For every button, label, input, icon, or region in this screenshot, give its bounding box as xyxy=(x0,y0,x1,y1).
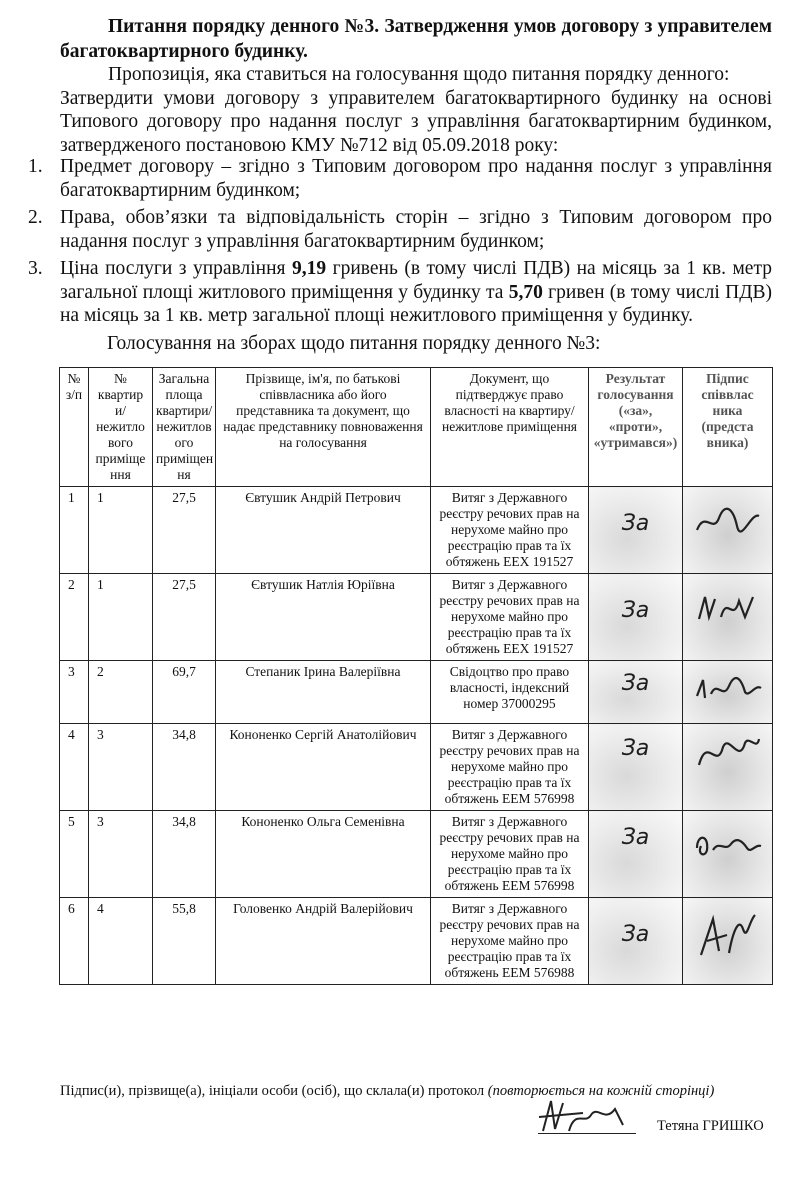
cell-number: 2 xyxy=(60,574,89,661)
col-header-number: № з/п xyxy=(60,368,89,487)
signature-mark xyxy=(693,824,763,864)
list-item xyxy=(28,155,772,202)
proposal-intro: Пропозиція, яка ставиться на голосування щодо питання порядку денного: xyxy=(108,64,730,85)
cell-apartment: 1 xyxy=(89,574,153,661)
vote-handwritten: За xyxy=(621,511,650,536)
proposal-text: Затвердити умови договору з управителем багатоквартирного будинку на основі Типового договору про надання послуг з управління багатоквартирним будинком, затвердженого постановою КМУ №712 від 05.09.2018 року: xyxy=(60,87,772,156)
cell-vote xyxy=(589,487,683,574)
cell-signature xyxy=(683,898,773,985)
cell-area: 55,8 xyxy=(153,898,216,985)
price-nonresidential: 5,70 xyxy=(508,281,543,303)
cell-vote xyxy=(589,574,683,661)
signature-line xyxy=(538,1133,636,1134)
cell-apartment: 4 xyxy=(89,898,153,985)
agenda-item-heading: Питання порядку денного №3. Затвердження умов договору з управителем багатоквартирного будинку. xyxy=(60,16,772,62)
signer-name: Тетяна ГРИШКО xyxy=(657,1118,764,1134)
cell-signature xyxy=(683,811,773,898)
table-row xyxy=(60,811,773,898)
cell-owner: Кононенко Сергій Анатолійович xyxy=(216,724,431,811)
cell-document: Свідоцтво про право власності, індексний номер 37000295 xyxy=(431,661,589,724)
table-header-row xyxy=(60,368,773,487)
signature-mark xyxy=(693,587,763,627)
cell-apartment: 2 xyxy=(89,661,153,724)
list-item-number: 3. xyxy=(28,258,43,279)
cell-area: 34,8 xyxy=(153,811,216,898)
list-item xyxy=(28,257,772,328)
col-header-apartment: № квартир и/ нежитло вого приміще ння xyxy=(89,368,153,487)
cell-number: 1 xyxy=(60,487,89,574)
cell-number: 6 xyxy=(60,898,89,985)
cell-number: 5 xyxy=(60,811,89,898)
cell-area: 34,8 xyxy=(153,724,216,811)
cell-apartment: 1 xyxy=(89,487,153,574)
cell-vote xyxy=(589,661,683,724)
cell-owner: Євтушик Натлія Юріївна xyxy=(216,574,431,661)
table-row xyxy=(60,724,773,811)
cell-document: Витяг з Державного реєстру речових прав на нерухоме майно про реєстрацію прав та їх обтяжень ЕЕМ 576998 xyxy=(431,811,589,898)
cell-signature xyxy=(683,724,773,811)
cell-document: Витяг з Державного реєстру речових прав на нерухоме майно про реєстрацію прав та їх обтяжень ЕЕМ 576998 xyxy=(431,724,589,811)
cell-owner: Головенко Андрій Валерійович xyxy=(216,898,431,985)
table-row xyxy=(60,661,773,724)
signature-mark xyxy=(693,668,763,708)
cell-signature xyxy=(683,574,773,661)
vote-handwritten: За xyxy=(621,598,650,623)
cell-document: Витяг з Державного реєстру речових прав на нерухоме майно про реєстрацію прав та їх обтяжень ЕЕХ 191527 xyxy=(431,487,589,574)
cell-vote xyxy=(589,811,683,898)
cell-area: 27,5 xyxy=(153,487,216,574)
cell-vote xyxy=(589,724,683,811)
col-header-vote: Результат голосування («за», «проти», «утримався») xyxy=(589,368,683,487)
voting-table xyxy=(59,367,773,985)
list-item-text xyxy=(60,258,772,326)
proposal-block xyxy=(60,63,772,157)
cell-number: 4 xyxy=(60,724,89,811)
list-item-text: Предмет договору – згідно з Типовим договором про надання послуг з управління багатоквартирним будинком; xyxy=(60,156,772,201)
vote-handwritten: За xyxy=(621,671,650,696)
col-header-document: Документ, що підтверджує право власності на квартиру/ нежитлове приміщення xyxy=(431,368,589,487)
footer-note: (повторюється на кожній сторінці) xyxy=(487,1083,715,1099)
cell-owner: Степаник Ірина Валеріївна xyxy=(216,661,431,724)
col-header-owner: Прізвище, ім'я, по батькові співвласника або його представника та документ, що надає представнику повноваження на голосування xyxy=(216,368,431,487)
cell-number: 3 xyxy=(60,661,89,724)
voting-heading: Голосування на зборах щодо питання порядку денного №3: xyxy=(107,333,601,354)
table-row xyxy=(60,898,773,985)
cell-area: 27,5 xyxy=(153,574,216,661)
list-item-number: 1. xyxy=(28,156,43,177)
cell-vote xyxy=(589,898,683,985)
vote-handwritten: За xyxy=(621,922,650,947)
price-text: Ціна послуги з управління xyxy=(60,258,292,279)
cell-apartment: 3 xyxy=(89,811,153,898)
price-text: гривен (в тому числі ПДВ) на місяць за 1 кв. метр загальної площі нежитлового приміщення у будинку. xyxy=(60,281,772,326)
list-item xyxy=(28,206,772,253)
signature-mark xyxy=(693,731,763,775)
table-row xyxy=(60,487,773,574)
list-item-number: 2. xyxy=(28,207,43,228)
cell-document: Витяг з Державного реєстру речових прав на нерухоме майно про реєстрацію прав та їх обтяжень ЕЕМ 576988 xyxy=(431,898,589,985)
price-text: гривень (в тому числі ПДВ) на місяць за 1 кв. метр загальної площі житлового приміщення у будинку та xyxy=(60,258,772,303)
cell-signature xyxy=(683,661,773,724)
terms-list xyxy=(28,155,772,332)
col-header-area: Загальна площа квартири/ нежитлов ого приміщен ня xyxy=(153,368,216,487)
cell-apartment: 3 xyxy=(89,724,153,811)
signature-mark xyxy=(693,500,763,540)
col-header-signature: Підпис співвлас ника (предста вника) xyxy=(683,368,773,487)
list-item-text: Права, обов’язки та відповідальність сторін – згідно з Типовим договором про надання послуг з управління багатоквартирним будинком; xyxy=(60,207,772,252)
footer-label: Підпис(и), прізвище(а), ініціали особи (осіб), що склала(и) протокол xyxy=(60,1083,485,1099)
cell-owner: Кононенко Ольга Семенівна xyxy=(216,811,431,898)
vote-handwritten: За xyxy=(621,736,650,761)
price-residential: 9,19 xyxy=(291,258,327,279)
cell-owner: Євтушик Андрій Петрович xyxy=(216,487,431,574)
cell-area: 69,7 xyxy=(153,661,216,724)
vote-handwritten: За xyxy=(621,825,650,850)
cell-document: Витяг з Державного реєстру речових прав на нерухоме майно про реєстрацію прав та їх обтяжень ЕЕХ 191527 xyxy=(431,574,589,661)
table-row xyxy=(60,574,773,661)
signature-mark xyxy=(693,911,763,961)
cell-signature xyxy=(683,487,773,574)
